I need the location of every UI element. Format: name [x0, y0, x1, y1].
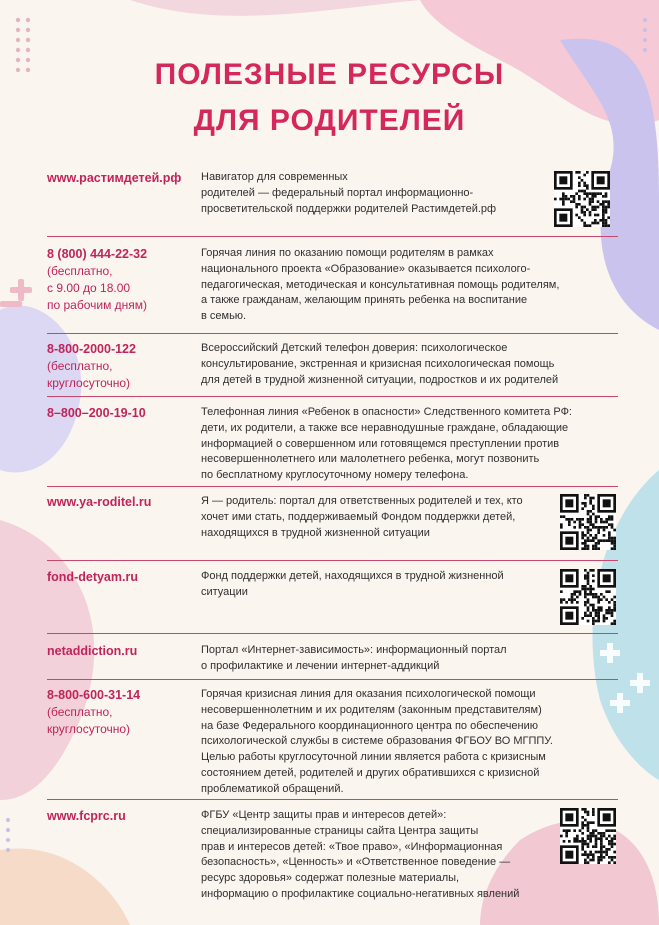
qr-code-icon[interactable] — [554, 171, 610, 227]
resource-row — [47, 494, 618, 561]
resource-contact — [47, 643, 195, 660]
qr-code-icon[interactable] — [560, 808, 616, 864]
resource-description: ФГБУ «Центр защиты прав и интересов детей»: специализированные страницы сайта Центра защиты прав и интересов детей: «Твое право», «Информационная безопасность», «Ценность» и «Ответственное поведение — ресурс здоровья» содержат полезные материалы, информацию о профилактике социально-негативных явлений — [201, 809, 520, 900]
resource-contact — [47, 808, 195, 825]
page-title-line-1: ПОЛЕЗНЫЕ РЕСУРСЫ — [154, 58, 505, 91]
resource-contact — [47, 341, 195, 392]
phone-note: (бесплатно, круглосуточно) — [47, 705, 131, 736]
resource-description: Телефонная линия «Ребенок в опасности» Следственного комитета РФ: дети, их родители, а также все неравнодушные граждане, обладающие информацией о совершенном или готовящемся преступлении против несовершеннолетнего или малолетнего ребенка, могут позвонить по бесплатному круглосуточному номеру телефона. — [201, 406, 572, 482]
resource-row — [47, 569, 618, 634]
phone-number[interactable]: 8 (800) 444-22-32 — [47, 247, 148, 261]
resource-row — [47, 808, 618, 908]
resource-description: Всероссийский Детский телефон доверия: психологическое консультирование, экстренная и кризисная психологическая помощь для детей в трудной жизненной ситуации, подростков и их родителей — [201, 342, 559, 386]
phone-number[interactable]: 8-800-2000-122 — [47, 342, 136, 356]
page-title-line-2: ДЛЯ РОДИТЕЛЕЙ — [193, 104, 466, 137]
phone-number[interactable]: 8–800–200-19-10 — [47, 406, 146, 420]
resource-description: Фонд поддержки детей, находящихся в трудной жизненной ситуации — [201, 570, 504, 598]
resource-row — [47, 643, 618, 680]
resource-contact — [47, 687, 195, 738]
resource-link[interactable]: www.растимдетей.рф — [47, 171, 182, 185]
phone-note: (бесплатно, круглосуточно) — [47, 359, 131, 390]
resource-link[interactable]: fond-detyam.ru — [47, 570, 138, 584]
resource-contact — [47, 569, 195, 586]
resource-description: Портал «Интернет-зависимость»: информационный портал о профилактике и лечении интернет-аддикций — [201, 644, 507, 672]
resource-description: Горячая линия по оказанию помощи родителям в рамках национального проекта «Образование» оказывается психолого- педагогическая, методическая и консультативная помощь родителям, а также гражданам, желающим принять ребенка на воспитание в семью. — [201, 247, 560, 323]
resource-link[interactable]: www.fcprc.ru — [47, 809, 126, 823]
qr-code-icon[interactable] — [560, 494, 616, 550]
resource-description: Я — родитель: портал для ответственных родителей и тех, кто хочет ими стать, поддерживаемый Фондом поддержки детей, находящихся в трудной жизненной ситуации — [201, 495, 523, 539]
resource-row — [47, 687, 618, 800]
resource-row — [47, 170, 618, 237]
phone-note: (бесплатно, с 9.00 до 18.00 по рабочим дням) — [47, 264, 148, 312]
resource-contact — [47, 246, 195, 314]
resource-contact — [47, 170, 195, 187]
resource-row — [47, 246, 618, 334]
qr-code-icon[interactable] — [560, 569, 616, 625]
resource-contact — [47, 494, 195, 511]
resource-description: Навигатор для современных родителей — федеральный портал информационно- просветительской поддержки родителей Растимдетей.рф — [201, 171, 497, 215]
resource-link[interactable]: www.ya-roditel.ru — [47, 495, 152, 509]
resource-description: Горячая кризисная линия для оказания психологической помощи несовершеннолетним и их родителям (законным представителям) на базе Федерального координационного центра по обеспечению психологической службы в системе образования ФГБОУ ВО МГППУ. Целью работы круглосуточной линии является работа с кризисным состоянием детей, родителей и других обратившихся с кризисной проблематикой обращений. — [201, 688, 553, 795]
resource-contact — [47, 405, 195, 422]
resource-link[interactable]: netaddiction.ru — [47, 644, 138, 658]
resource-row — [47, 341, 618, 397]
resource-row — [47, 405, 618, 487]
phone-number[interactable]: 8-800-600-31-14 — [47, 688, 141, 702]
